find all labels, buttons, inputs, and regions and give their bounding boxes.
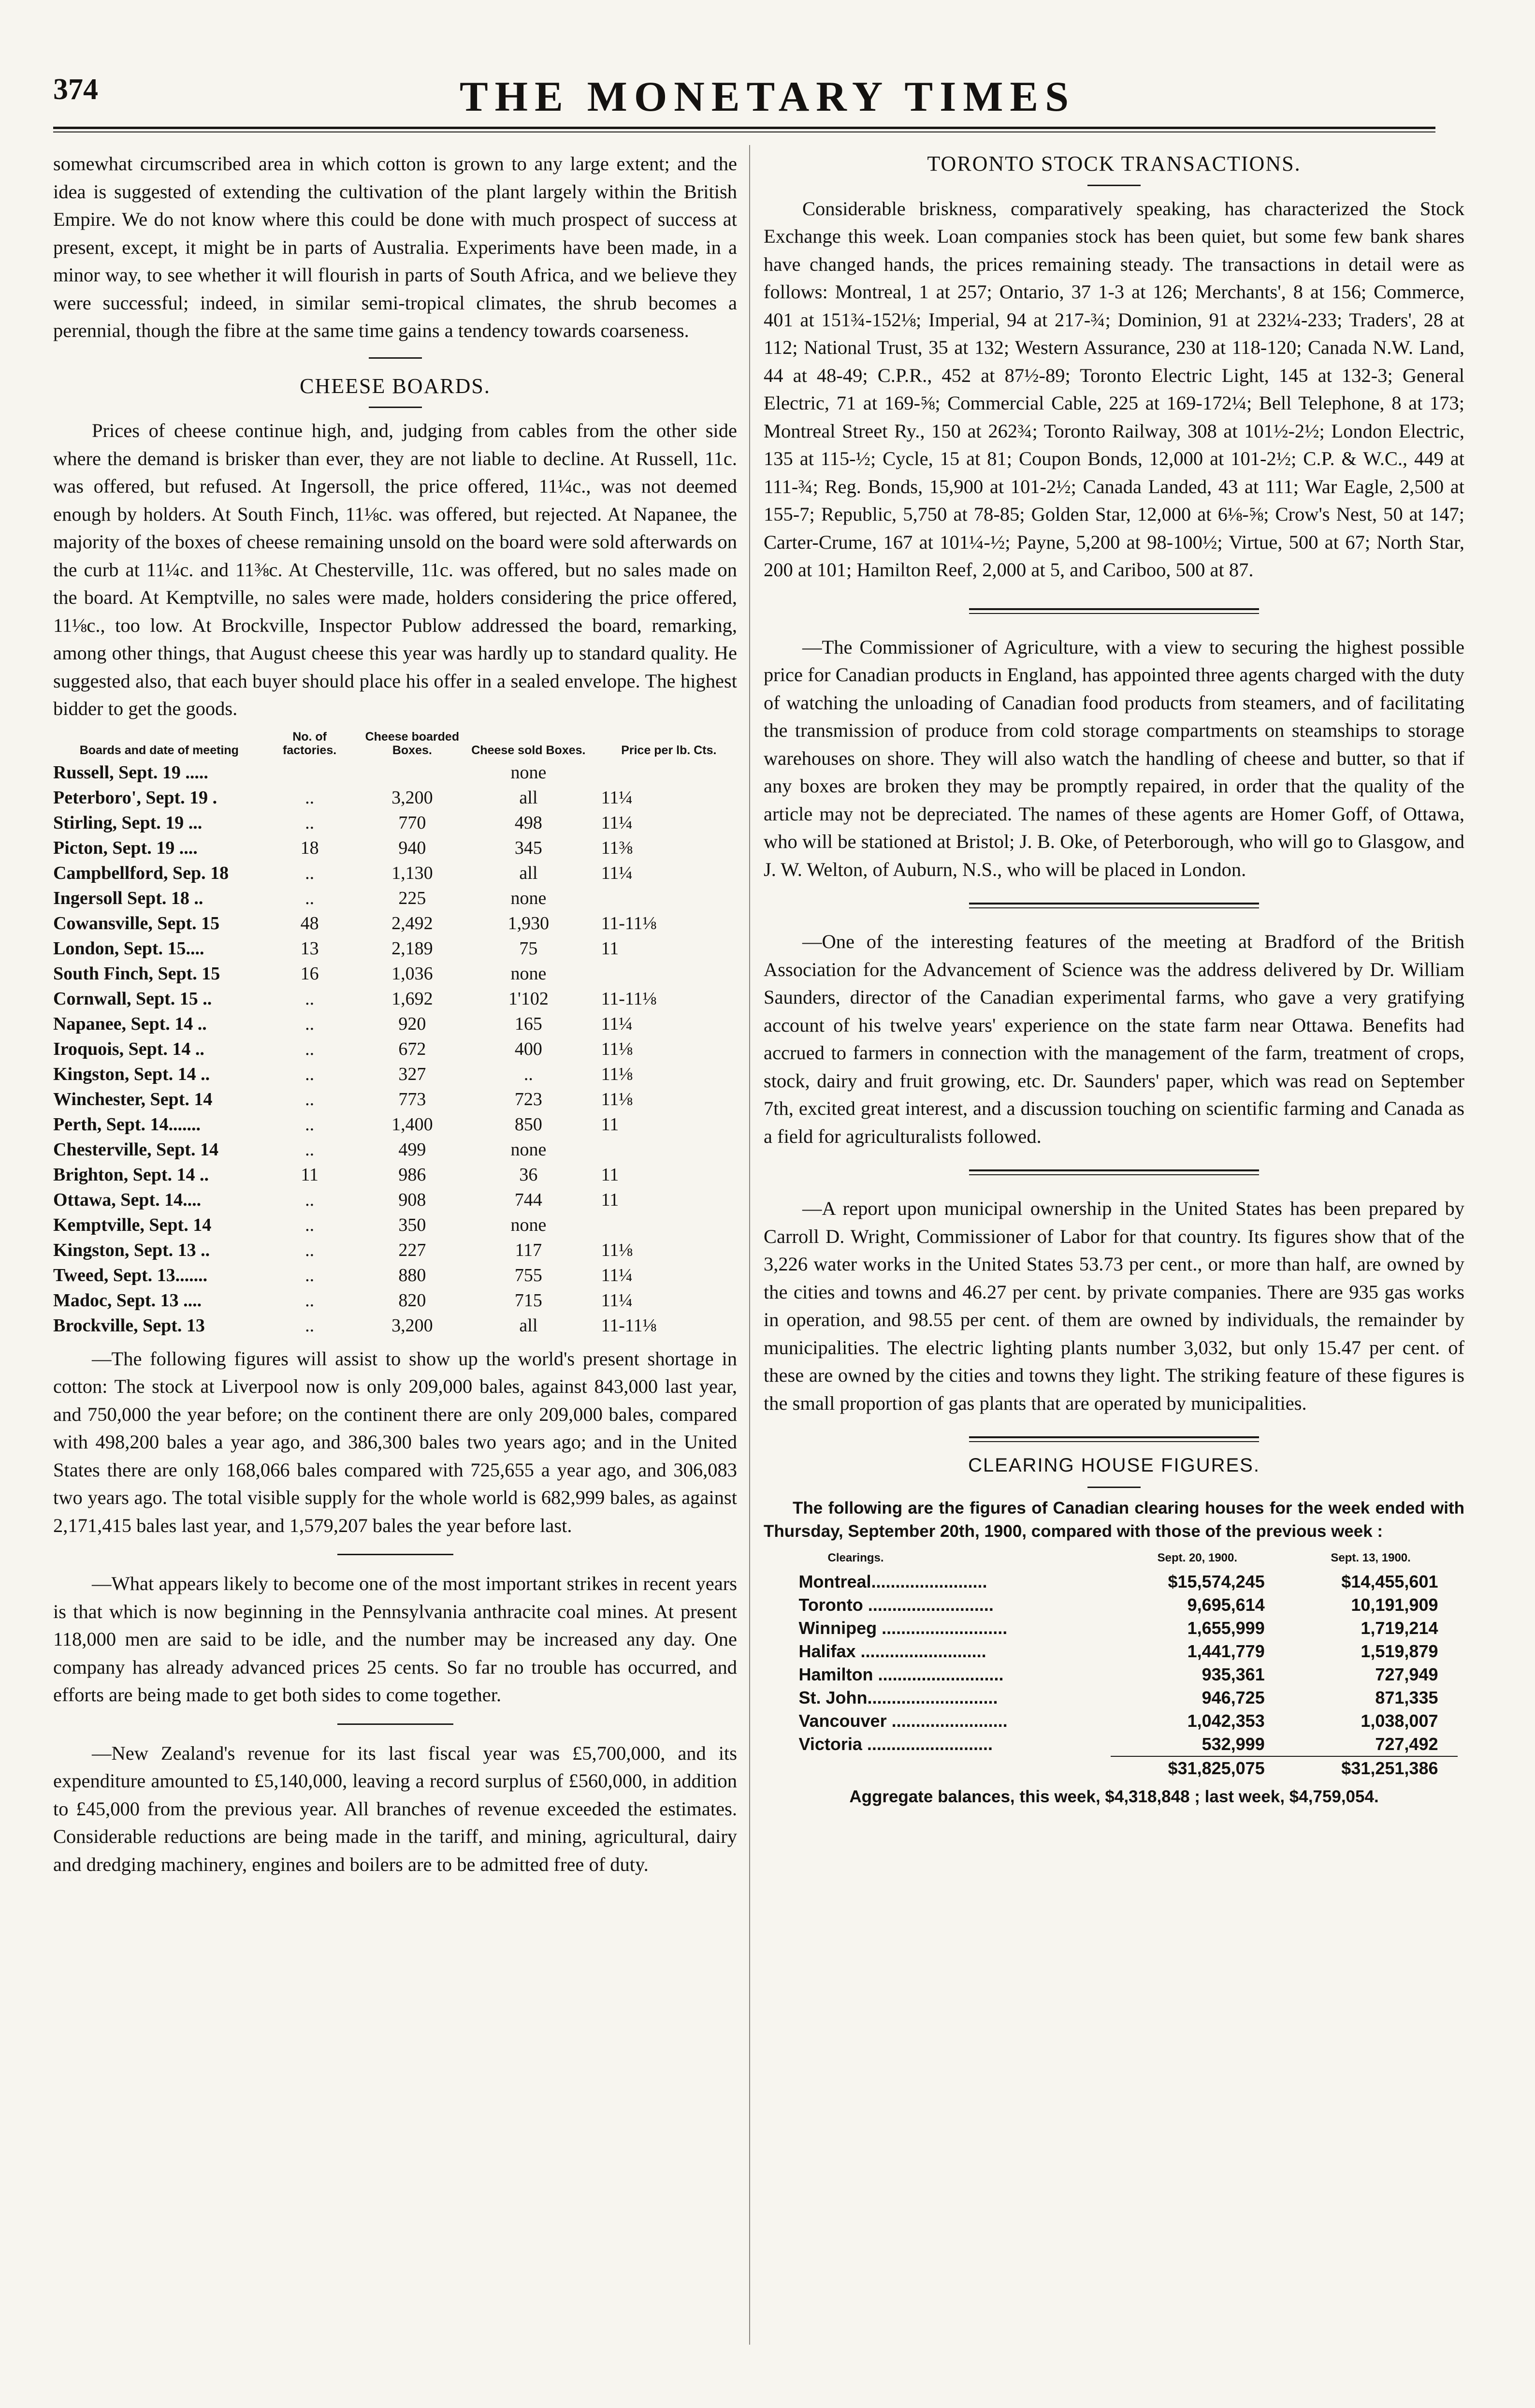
- cheese-cell-factories: ..: [305, 862, 315, 883]
- clearing-totals-row: [799, 1756, 1458, 1780]
- clearing-cell-sept-20-value: 935,361: [1202, 1664, 1265, 1684]
- clearing-cell-city: Toronto ..........................: [798, 1594, 994, 1615]
- cheese-cell-price: 11⅛: [601, 1089, 633, 1109]
- cheese-cell-factories: ..: [305, 1265, 315, 1285]
- cheese-cell-factories: ..: [305, 1290, 315, 1311]
- cheese-cell-price: 11¼: [601, 1290, 633, 1311]
- clearing-table-body: [799, 1570, 1458, 1756]
- cheese-table-row: [53, 1238, 737, 1263]
- cheese-boards-title: CHEESE BOARDS.: [300, 374, 491, 398]
- cheese-cell-board-name: Cornwall, Sept. 15 ..: [53, 988, 212, 1009]
- cheese-cell-boxes-boarded: 3,200: [391, 1315, 433, 1336]
- clearing-row: [799, 1617, 1458, 1640]
- cheese-cell-board-name: Picton, Sept. 19 ....: [53, 837, 198, 858]
- col-price: Price per lb. Cts.: [621, 743, 717, 757]
- cotton-supply-paragraph: —The following figures will assist to show up the world's present shortage in cotton: The stock at Liverpool now is only 209,000 bales, against 843,000 last year, and 750,000 the year before; on the continent there are only 209,000 bales, compared with 498,200 bales a year ago, and 386,300 bales two years ago; and in the United States there are only 168,066 bales compared with 725,655 a year ago, and 306,083 two years ago. The total visible supply for the whole world is 682,999 bales, as against 2,171,415 bales last year, and 1,579,207 bales the year before last.: [53, 1347, 737, 1536]
- cheese-cell-boxes-sold: 723: [514, 1089, 542, 1109]
- col-clearings: Clearings.: [827, 1551, 884, 1564]
- cheese-cell-factories: ..: [305, 1214, 315, 1235]
- clearing-cell-sept-20-value: 946,725: [1202, 1687, 1265, 1707]
- cheese-table-row: [53, 936, 737, 961]
- cheese-table-body: [53, 760, 737, 1338]
- col-sold: Cheese sold Boxes.: [471, 743, 586, 757]
- cheese-cell-factories: ..: [305, 888, 315, 908]
- clearing-cell-city: Hamilton ..........................: [798, 1664, 1004, 1684]
- clearing-cell-sept-20-value: 9,695,614: [1187, 1594, 1265, 1615]
- cheese-cell-price: 11-11⅛: [601, 913, 657, 934]
- cheese-cell-boxes-boarded: 3,200: [391, 787, 433, 808]
- clearing-cell-sept-20-value: $15,574,245: [1168, 1571, 1265, 1591]
- cheese-cell-board-name: Ingersoll Sept. 18 ..: [53, 888, 203, 908]
- cheese-cell-board-name: Winchester, Sept. 14: [53, 1089, 213, 1109]
- bradford-paragraph: —One of the interesting features of the meeting at Bradford of the British Association for the Advancement of Science was the address delivered by Dr. William Saunders, director of the Canadian experimental farms, who gave a very gratifying account of his twelve years' experience on the state farm near Ottawa. Benefits had accrued to farmers in connection with the management of the farm, treatment of crops, stock, dairy and fruit growing, etc. Dr. Saunders' paper, which was read on September 7th, excited great interest, and a discussion touching on scientific farming and Canada as a field for agriculturalists followed.: [764, 931, 1464, 1147]
- cheese-cell-factories: 18: [300, 837, 319, 858]
- cheese-cell-price: 11¼: [601, 787, 633, 808]
- clearing-row: [799, 1686, 1458, 1709]
- cheese-cell-factories: ..: [305, 787, 315, 808]
- clearing-row: [799, 1593, 1458, 1617]
- double-rule: [969, 1169, 1259, 1175]
- cotton-intro-paragraph: somewhat circumscribed area in which cotton is grown to any large extent; and the idea is suggested of extending the cultivation of the plant largely within the British Empire. We do not know where this could be done with much prospect of success at present, except, it might be in parts of Australia. Experiments have been made, in a minor way, to see whether it will flourish in parts of South Africa, and we believe they were successful; indeed, in similar semi-tropical climates, the shrub becomes a perennial, though the fibre at the same time gains a tendency towards coarseness.: [53, 153, 737, 341]
- cheese-table-row: [53, 1288, 737, 1313]
- cheese-table-row: [53, 1087, 737, 1112]
- cheese-table-row: [53, 1162, 737, 1187]
- cheese-cell-board-name: Brighton, Sept. 14 ..: [53, 1164, 209, 1185]
- cheese-cell-boxes-boarded: 820: [398, 1290, 426, 1311]
- cheese-cell-boxes-boarded: 327: [398, 1064, 426, 1084]
- clearing-cell-city: Vancouver ........................: [798, 1710, 1008, 1731]
- cheese-table-row: [53, 785, 737, 810]
- cheese-cell-board-name: Brockville, Sept. 13: [53, 1315, 205, 1336]
- cheese-cell-boxes-boarded: 672: [398, 1038, 426, 1059]
- cheese-cell-price: [587, 961, 737, 986]
- cheese-cell-boxes-boarded: 770: [398, 812, 426, 833]
- cheese-table-row: [53, 835, 737, 861]
- cheese-table-row: [53, 760, 737, 785]
- cheese-cell-price: 11-11⅛: [601, 1315, 657, 1336]
- header-rule-thin: [53, 131, 1435, 132]
- clearing-house-intro: The following are the figures of Canadian clearing houses for the week ended with Thursday, September 20th, 1900, compared with those of the previous week :: [764, 1498, 1464, 1541]
- cheese-cell-boxes-boarded: 986: [398, 1164, 426, 1185]
- cheese-cell-boxes-sold: 345: [514, 837, 542, 858]
- section-rule: [369, 407, 422, 408]
- cheese-cell-price: 11⅜: [601, 837, 633, 858]
- cheese-cell-boxes-sold: ..: [523, 1064, 533, 1084]
- cheese-cell-price: [587, 886, 737, 911]
- clearing-house-table: [799, 1546, 1458, 1780]
- cheese-cell-factories: ..: [305, 1064, 315, 1084]
- aggregate-balances: Aggregate balances, this week, $4,318,848 ; last week, $4,759,054.: [849, 1787, 1379, 1806]
- cheese-cell-boxes-sold: none: [510, 963, 547, 984]
- double-rule: [969, 1436, 1259, 1442]
- clearing-cell-sept-20-value: 1,042,353: [1187, 1710, 1265, 1731]
- cheese-cell-boxes-sold: 75: [519, 938, 538, 959]
- cheese-cell-factories: ..: [305, 1315, 315, 1336]
- clearing-row: [799, 1663, 1458, 1686]
- cheese-cell-boxes-boarded: 227: [398, 1240, 426, 1260]
- municipal-ownership-paragraph: —A report upon municipal ownership in the United States has been prepared by Carroll D. Wright, Commissioner of Labor for that country. Its figures show that of the 3,226 water works in the United States 53.73 per cent., or more than half, are owned by the cities and towns and 46.27 per cent. by private companies. There are 935 gas works in operation, and 98.55 per cent. of them are owned by individuals, the remainder by municipalities. The electric lighting plants number 3,032, but only 15.47 per cent. of these are owned by the cities and towns they light. The striking feature of these figures is the small proportion of gas plants that are operated by municipalities.: [764, 1197, 1464, 1414]
- clearing-cell-sept-13-value: 1,719,214: [1361, 1618, 1438, 1638]
- cheese-cell-board-name: Napanee, Sept. 14 ..: [53, 1013, 207, 1034]
- cheese-cell-board-name: Iroquois, Sept. 14 ..: [53, 1038, 204, 1059]
- cheese-cell-factories: ..: [305, 812, 315, 833]
- cheese-cell-boxes-boarded: 2,189: [391, 938, 433, 959]
- cheese-cell-board-name: Stirling, Sept. 19 ...: [53, 812, 203, 833]
- cheese-cell-factories: ..: [305, 1139, 315, 1160]
- cheese-table-row: [53, 861, 737, 886]
- cheese-cell-price: 11: [601, 1164, 619, 1185]
- section-rule: [337, 1554, 453, 1555]
- clearing-row: [799, 1570, 1458, 1593]
- cheese-cell-price: 11: [601, 1189, 619, 1210]
- cheese-cell-boxes-sold: 850: [514, 1114, 542, 1135]
- agriculture-paragraph: —The Commissioner of Agriculture, with a view to securing the highest possible price for Canadian products in England, has appointed three agents charged with the duty of watching the unloading of Canadian food products from steamers, and of facilitating the transmission of produce from cold storage compartments on steamships to storage warehouses on shore. They will also watch the handling of cheese and butter, so that if any boxes are broken they may be promptly repaired, in order that the quality of the article may not be depreciated. The names of these agents are Homer Goff, of Ottawa, who will be stationed at Bristol; J. B. Oke, of Peterborough, who will go to Glasgow, and J. W. Welton, of Auburn, N.S., who will be placed in London.: [764, 636, 1464, 880]
- clearing-cell-sept-20-value: 532,999: [1202, 1734, 1265, 1754]
- cheese-cell-boxes-sold: none: [510, 888, 547, 908]
- clearing-cell-sept-20-value: 1,655,999: [1187, 1618, 1265, 1638]
- cheese-cell-factories: ..: [305, 1038, 315, 1059]
- col-boarded: Cheese boarded Boxes.: [365, 730, 460, 757]
- new-zealand-paragraph: —New Zealand's revenue for its last fiscal year was £5,700,000, and its expenditure amounted to £5,140,000, leaving a record surplus of £560,000, in addition to £45,000 from the previous year. All branches of revenue exceeded the estimates. Considerable reductions are being made in the tariff, and mining, agricultural, dairy and dredging machinery, engines and boilers are to be admitted free of duty.: [53, 1742, 737, 1875]
- cheese-cell-board-name: Kingston, Sept. 13 ..: [53, 1240, 210, 1260]
- cheese-table-row: [53, 810, 737, 835]
- cheese-cell-price: 11: [601, 1114, 619, 1135]
- stock-transactions-paragraph: Considerable briskness, comparatively speaking, has characterized the Stock Exchange this week. Loan companies stock has been quiet, but some few bank shares have changed hands, the prices remaining steady. The transactions in detail were as follows: Montreal, 1 at 257; Ontario, 37 1-3 at 126; Merchants', 8 at 156; Commerce, 401 at 151¾-152⅛; Imperial, 94 at 217-¾; Dominion, 91 at 232¼-233; Traders', 28 at 112; National Trust, 35 at 132; Western Assurance, 230 at 118-120; Canada N.W. Land, 44 at 48-49; C.P.R., 452 at 87½-89; Toronto Electric Light, 145 at 132-3; General Electric, 71 at 169-⅝; Commercial Cable, 225 at 169-172¼; Bell Telephone, 8 at 173; Montreal Street Ry., 150 at 262¾; Toronto Railway, 308 at 101½-2½; London Electric, 135 at 115-½; Cycle, 15 at 81; Coupon Bonds, 12,000 at 101-2½; C.P. & W.C., 449 at 111-¾; Reg. Bonds, 15,900 at 101-2½; Canada Landed, 43 at 111; War Eagle, 2,500 at 155-7; Republic, 5,750 at 78-85; Golden Star, 12,000 at 6⅛-⅝; Crow's Nest, 50 at 147; Carter-Crume, 167 at 101¼-½; Payne, 5,200 at 98-100½; Virtue, 500 at 67; North Star, 200 at 101; Hamilton Reef, 2,000 at 5, and Cariboo, 500 at 87.: [764, 197, 1464, 581]
- cheese-cell-boxes-sold: 36: [519, 1164, 538, 1185]
- right-column: [764, 150, 1464, 1810]
- cheese-table-header: [53, 730, 737, 760]
- cheese-cell-boxes-boarded: 880: [398, 1265, 426, 1285]
- cheese-cell-board-name: Campbellford, Sep. 18: [53, 862, 229, 883]
- clearing-cell-sept-13-value: 1,519,879: [1361, 1641, 1438, 1661]
- clearing-row: [799, 1733, 1458, 1756]
- clearing-house-title: CLEARING HOUSE FIGURES.: [968, 1455, 1260, 1476]
- cheese-table-row: [53, 911, 737, 936]
- cheese-boards-table: [53, 730, 737, 1338]
- cheese-cell-board-name: Cowansville, Sept. 15: [53, 913, 220, 934]
- cheese-cell-boxes-sold: 715: [514, 1290, 542, 1311]
- section-rule: [369, 357, 422, 359]
- cheese-cell-price: 11¼: [601, 1013, 633, 1034]
- cheese-cell-boxes-sold: all: [519, 862, 538, 883]
- cheese-cell-board-name: South Finch, Sept. 15: [53, 963, 220, 984]
- cheese-table-row: [53, 986, 737, 1011]
- cheese-cell-factories: ..: [305, 1114, 315, 1135]
- cheese-table-row: [53, 1062, 737, 1087]
- header-rule: [53, 127, 1435, 129]
- cheese-cell-board-name: Tweed, Sept. 13.......: [53, 1265, 208, 1285]
- column-divider: [749, 145, 750, 2345]
- cheese-table-row: [53, 961, 737, 986]
- cheese-table-row: [53, 1313, 737, 1338]
- clearing-cell-sept-13-value: 10,191,909: [1351, 1594, 1438, 1615]
- cheese-cell-price: 11⅛: [601, 1064, 633, 1084]
- cheese-cell-factories: ..: [305, 1013, 315, 1034]
- cheese-cell-boxes-boarded: [354, 760, 471, 785]
- cheese-table-row: [53, 1263, 737, 1288]
- cheese-cell-boxes-boarded: 499: [398, 1139, 426, 1160]
- masthead: THE MONETARY TIMES: [459, 73, 1076, 120]
- cheese-cell-factories: ..: [305, 1089, 315, 1109]
- cheese-cell-price: [587, 760, 737, 785]
- clearing-cell-city: Montreal........................: [798, 1571, 987, 1591]
- coal-strike-paragraph: —What appears likely to become one of the most important strikes in recent years is that which is now beginning in the Pennsylvania anthracite coal mines. At present 118,000 men are said to be idle, and the number may be increased any day. One company has already advanced prices 25 cents. So far no trouble has occurred, and efforts are being made to get both sides to come together.: [53, 1573, 737, 1706]
- cheese-cell-price: [587, 1137, 737, 1162]
- total-sept-20: $31,825,075: [1111, 1756, 1284, 1780]
- cheese-cell-price: 11: [601, 938, 619, 959]
- clearing-cell-sept-13-value: 727,949: [1375, 1664, 1438, 1684]
- cheese-cell-boxes-sold: none: [510, 1139, 547, 1160]
- cheese-table-row: [53, 886, 737, 911]
- clearing-table-header: [799, 1546, 1458, 1570]
- clearing-cell-sept-20-value: 1,441,779: [1187, 1641, 1265, 1661]
- total-sept-13: $31,251,386: [1284, 1756, 1458, 1780]
- cheese-cell-boxes-sold: 498: [514, 812, 542, 833]
- cheese-cell-boxes-boarded: 920: [398, 1013, 426, 1034]
- cheese-cell-board-name: Madoc, Sept. 13 ....: [53, 1290, 202, 1311]
- cheese-cell-board-name: Peterboro', Sept. 19 .: [53, 787, 217, 808]
- cheese-cell-board-name: Chesterville, Sept. 14: [53, 1139, 218, 1160]
- cheese-cell-board-name: Perth, Sept. 14.......: [53, 1114, 201, 1135]
- cheese-cell-boxes-boarded: 773: [398, 1089, 426, 1109]
- cheese-cell-boxes-boarded: 1,400: [391, 1114, 433, 1135]
- cheese-cell-board-name: Kingston, Sept. 14 ..: [53, 1064, 210, 1084]
- cheese-table-row: [53, 1112, 737, 1137]
- clearing-cell-sept-13-value: 727,492: [1375, 1734, 1438, 1754]
- clearing-cell-sept-13-value: 1,038,007: [1361, 1710, 1438, 1731]
- clearing-cell-city: Halifax ..........................: [798, 1641, 986, 1661]
- cheese-cell-factories: 11: [301, 1164, 319, 1185]
- cheese-cell-boxes-boarded: 940: [398, 837, 426, 858]
- section-rule: [1087, 1487, 1141, 1488]
- col-sept-13: Sept. 13, 1900.: [1331, 1551, 1411, 1564]
- cheese-cell-factories: 48: [300, 913, 319, 934]
- clearing-cell-sept-13-value: 871,335: [1375, 1687, 1438, 1707]
- cheese-cell-factories: ..: [305, 1189, 315, 1210]
- cheese-cell-boxes-sold: 165: [514, 1013, 542, 1034]
- clearing-cell-city: Winnipeg ..........................: [798, 1618, 1008, 1638]
- cheese-cell-boxes-boarded: 1,692: [391, 988, 433, 1009]
- double-rule: [969, 608, 1259, 614]
- col-sept-20: Sept. 20, 1900.: [1157, 1551, 1238, 1564]
- cheese-cell-board-name: Kemptville, Sept. 14: [53, 1214, 212, 1235]
- cheese-table-row: [53, 1011, 737, 1036]
- cheese-table-row: [53, 1137, 737, 1162]
- cheese-cell-price: 11¼: [601, 862, 633, 883]
- cheese-cell-boxes-boarded: 1,036: [391, 963, 433, 984]
- section-rule: [337, 1723, 453, 1725]
- cheese-cell-boxes-boarded: 350: [398, 1214, 426, 1235]
- cheese-cell-board-name: Ottawa, Sept. 14....: [53, 1189, 202, 1210]
- cheese-cell-boxes-sold: 744: [514, 1189, 542, 1210]
- cheese-cell-boxes-sold: 400: [514, 1038, 542, 1059]
- cheese-table-row: [53, 1212, 737, 1238]
- cheese-cell-price: 11¼: [601, 1265, 633, 1285]
- cheese-cell-boxes-boarded: 225: [398, 888, 426, 908]
- page-number: 374: [53, 73, 98, 106]
- cheese-paragraph: Prices of cheese continue high, and, judging from cables from the other side where the demand is brisker than ever, they are not liable to decline. At Russell, 11c. was offered, but refused. At Ingersoll, the price offered, 11¼c., was not deemed enough by holders. At South Finch, 11⅛c. was offered, but rejected. At Napanee, the majority of the boxes of cheese remaining unsold on the board were sold afterwards on the curb at 11¼c. and 11⅜c. At Chesterville, 11c. was offered, but no sales made on the board. At Kemptville, no sales were made, holders considering the price offered, 11⅛c., too low. At Brockville, Inspector Publow addressed the board, remarking, among other things, that August cheese this year was hardly up to standard quality. He suggested also, that each buyer should place his offer in a sealed envelope. The highest bidder to get the goods.: [53, 420, 737, 719]
- left-column: [53, 150, 737, 1878]
- cheese-cell-boxes-sold: none: [510, 762, 547, 783]
- col-board: Boards and date of meeting: [79, 743, 239, 757]
- cheese-cell-price: 11¼: [601, 812, 633, 833]
- cheese-cell-factories: [265, 760, 354, 785]
- clearing-cell-city: Victoria ..........................: [798, 1734, 993, 1754]
- cheese-cell-boxes-boarded: 908: [398, 1189, 426, 1210]
- cheese-table-row: [53, 1187, 737, 1212]
- cheese-cell-boxes-sold: 117: [515, 1240, 542, 1260]
- cheese-cell-factories: 13: [300, 938, 319, 959]
- cheese-cell-price: [587, 1212, 737, 1238]
- cheese-cell-boxes-sold: all: [519, 787, 538, 808]
- clearing-cell-sept-13-value: $14,455,601: [1341, 1571, 1438, 1591]
- cheese-cell-boxes-boarded: 2,492: [391, 913, 433, 934]
- stock-transactions-title: TORONTO STOCK TRANSACTIONS.: [927, 152, 1301, 175]
- cheese-cell-boxes-sold: 755: [514, 1265, 542, 1285]
- section-rule: [1087, 185, 1141, 186]
- cheese-cell-boxes-sold: 1'102: [508, 988, 549, 1009]
- cheese-cell-factories: ..: [305, 1240, 315, 1260]
- cheese-cell-factories: 16: [300, 963, 319, 984]
- cheese-cell-price: 11⅛: [601, 1038, 633, 1059]
- cheese-cell-board-name: Russell, Sept. 19 .....: [53, 762, 208, 783]
- cheese-cell-boxes-sold: none: [510, 1214, 547, 1235]
- cheese-cell-boxes-sold: 1,930: [507, 913, 550, 934]
- clearing-cell-city: St. John...........................: [798, 1687, 998, 1707]
- cheese-table-row: [53, 1036, 737, 1062]
- cheese-cell-price: 11⅛: [601, 1240, 633, 1260]
- cheese-cell-board-name: London, Sept. 15....: [53, 938, 204, 959]
- double-rule: [969, 903, 1259, 908]
- cheese-cell-price: 11-11⅛: [601, 988, 657, 1009]
- col-factories: No. of factories.: [283, 730, 337, 757]
- clearing-row: [799, 1640, 1458, 1663]
- cheese-cell-factories: ..: [305, 988, 315, 1009]
- cheese-cell-boxes-boarded: 1,130: [391, 862, 433, 883]
- clearing-row: [799, 1709, 1458, 1733]
- cheese-cell-boxes-sold: all: [519, 1315, 538, 1336]
